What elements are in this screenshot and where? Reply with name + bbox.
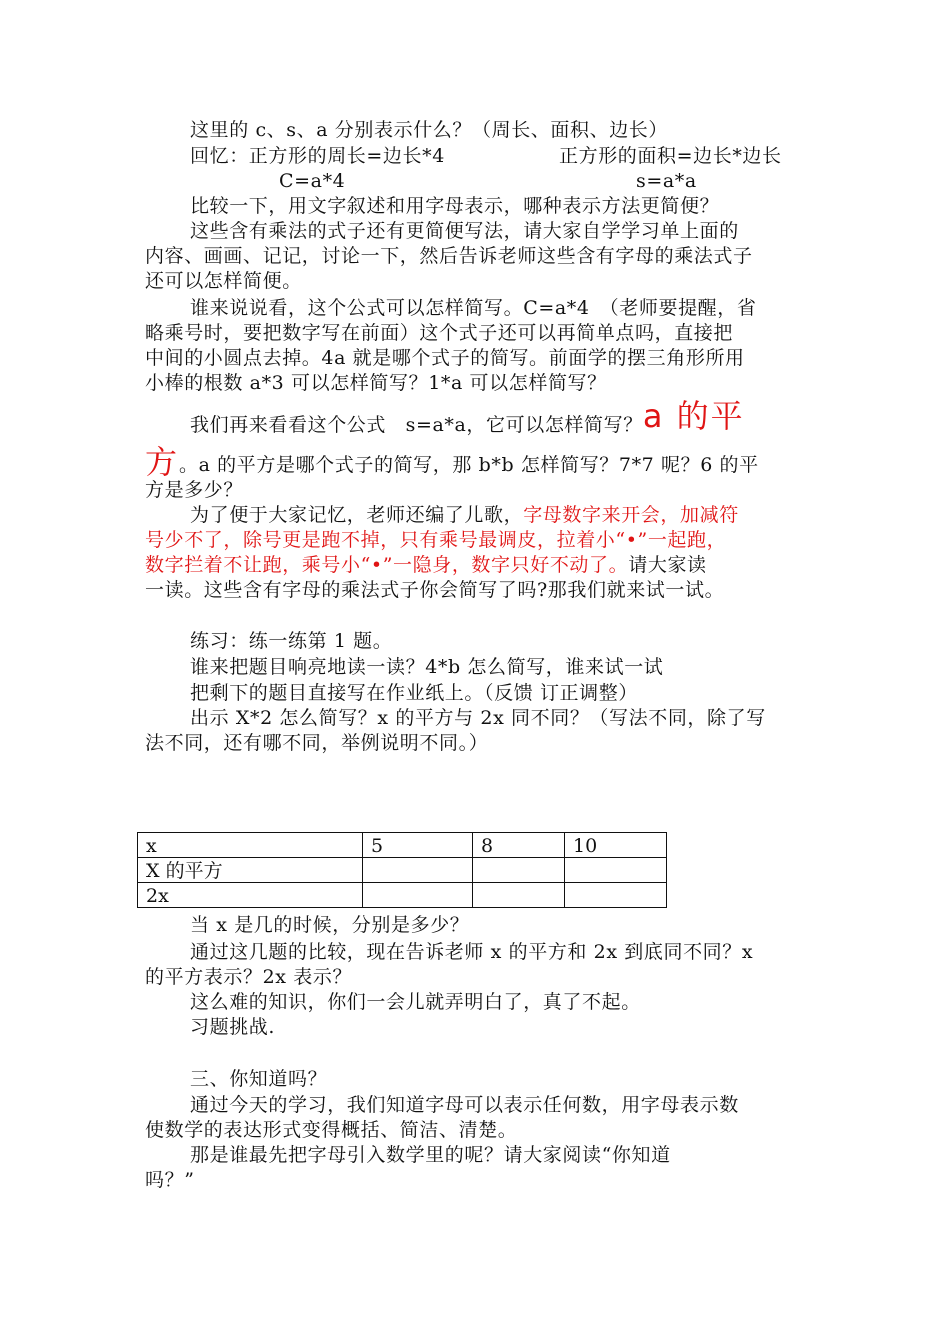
paragraph-line: 把剩下的题目直接写在作业纸上。（反馈 订正调整） (190, 682, 638, 704)
table-cell (473, 858, 565, 883)
table-cell: X 的平方 (138, 858, 363, 883)
section-heading: 三、你知道吗？ (190, 1068, 328, 1090)
table-cell: 2x (138, 883, 363, 908)
area-formula-letters: s=a*a (636, 170, 697, 192)
table-cell (363, 858, 473, 883)
paragraph-line (145, 553, 707, 577)
paragraph-text: 我们再来看看这个公式 s=a*a，它可以怎样简写？ (190, 414, 643, 436)
table-cell: x (138, 833, 363, 858)
highlight-large-text: a 的平 (642, 397, 745, 435)
paragraph-line: 的平方表示？2x 表示？ (145, 966, 353, 988)
table-row (138, 833, 667, 858)
table-row (138, 858, 667, 883)
paragraph-text: 请大家读 (628, 554, 707, 576)
table-cell (565, 858, 667, 883)
paragraph-line: 小棒的根数 a*3 可以怎样简写？1*a 可以怎样简写？ (145, 372, 607, 394)
area-formula-words: 正方形的面积=边长*边长 (559, 145, 782, 167)
table-row (138, 883, 667, 908)
paragraph-line: 谁来说说看，这个公式可以怎样简写。C=a*4 （老师要提醒，省 (190, 297, 757, 319)
perimeter-formula-letters: C=a*4 (279, 170, 346, 192)
paragraph-line: 习题挑战. (190, 1016, 276, 1038)
paragraph-line (190, 503, 739, 527)
rhyme-text: 字母数字来开会，加减符 (523, 504, 739, 526)
paragraph-line: 这么难的知识，你们一会儿就弄明白了，真了不起。 (190, 991, 641, 1013)
paragraph-line: 中间的小圆点去掉。4a 就是哪个式子的简写。前面学的摆三角形所用 (145, 347, 745, 369)
paragraph-line: 一读。这些含有字母的乘法式子你会简写了吗?那我们就来试一试。 (145, 579, 725, 601)
table-cell (473, 883, 565, 908)
paragraph-line: 略乘号时，要把数字写在前面）这个式子还可以再简单点吗，直接把 (145, 322, 734, 344)
rhyme-text: 数字拦着不让跑，乘号小“•”一隐身，数字只好不动了。 (145, 554, 629, 576)
paragraph-text: 。a 的平方是哪个式子的简写，那 b*b 怎样简写？7*7 呢？6 的平 (179, 454, 759, 476)
table-cell (363, 883, 473, 908)
table-cell: 5 (363, 833, 473, 858)
paragraph-line: 法不同，还有哪不同，举例说明不同。） (145, 732, 489, 754)
table-cell: 8 (473, 833, 565, 858)
paragraph-line: 方是多少？ (145, 479, 244, 501)
paragraph-line (190, 397, 745, 437)
paragraph-line (145, 443, 759, 481)
rhyme-text: 号少不了，除号更是跑不掉，只有乘号最调皮，拉着小“•”一起跑， (145, 529, 727, 551)
paragraph-line: 当 x 是几的时候，分别是多少？ (190, 914, 470, 936)
highlight-large-text: 方 (145, 443, 180, 481)
paragraph-line: 出示 X*2 怎么简写？x 的平方与 2x 同不同？（写法不同，除了写 (190, 707, 766, 729)
exercise-heading: 练习：练一练第 1 题。 (190, 630, 393, 652)
table-cell (565, 883, 667, 908)
comparison-table (137, 832, 667, 908)
table-cell: 10 (565, 833, 667, 858)
paragraph-line: 这些含有乘法的式子还有更简便写法，请大家自学学习单上面的 (190, 220, 739, 242)
paragraph-line: 内容、画画、记记，讨论一下，然后告诉老师这些含有字母的乘法式子 (145, 245, 753, 267)
paragraph-line: 使数学的表达形式变得概括、简洁、清楚。 (145, 1119, 518, 1141)
paragraph-line: 吗？” (145, 1169, 195, 1191)
paragraph-line: 还可以怎样简便。 (145, 270, 302, 292)
paragraph-line: 通过今天的学习，我们知道字母可以表示任何数，用字母表示数 (190, 1094, 739, 1116)
paragraph-line: 谁来把题目响亮地读一读？4*b 怎么简写，谁来试一试 (190, 656, 664, 678)
paragraph-line: 比较一下，用文字叙述和用字母表示，哪种表示方法更简便？ (190, 195, 720, 217)
paragraph-text: 为了便于大家记忆，老师还编了儿歌， (190, 504, 524, 526)
paragraph-line: 通过这几题的比较，现在告诉老师 x 的平方和 2x 到底同不同？x (190, 941, 754, 963)
question-line: 这里的 c、s、a 分别表示什么？（周长、面积、边长） (190, 119, 668, 141)
perimeter-formula-words: 回忆：正方形的周长=边长*4 (190, 145, 445, 167)
paragraph-line: 那是谁最先把字母引入数学里的呢？请大家阅读“你知道 (190, 1144, 671, 1166)
